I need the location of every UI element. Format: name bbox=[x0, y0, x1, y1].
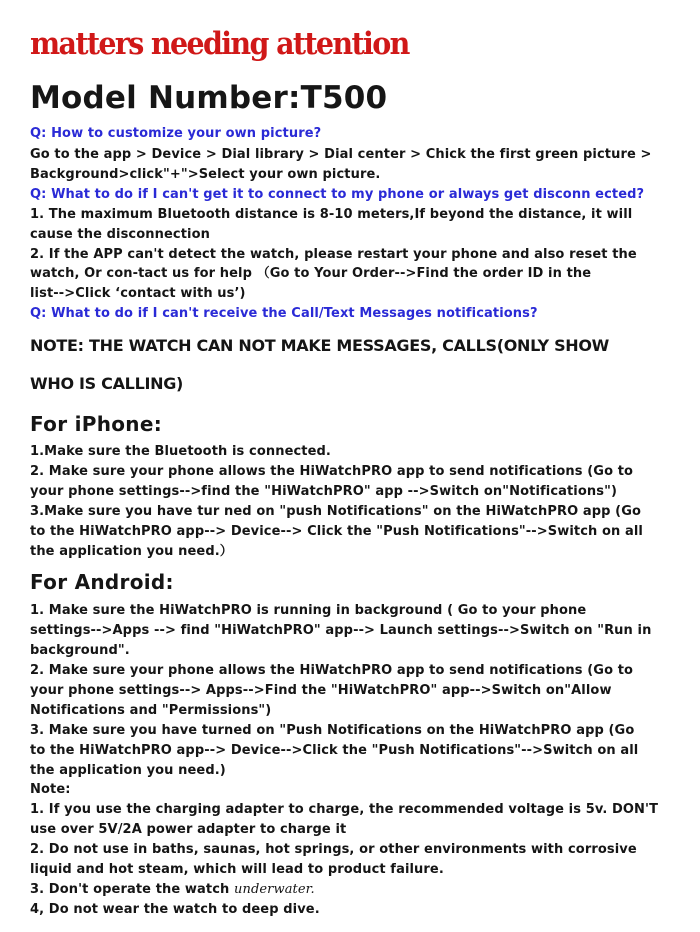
android-line: 2. Make sure your phone allows the HiWatchPRO app to send notifications (Go to bbox=[30, 663, 634, 678]
faq-question-1: Q: How to customize your own picture? bbox=[30, 126, 322, 141]
note-line-underwater bbox=[30, 880, 680, 900]
faq-answer-line: Go to the app > Device > Dial library > Dial center > Chick the first green picture > bbox=[30, 147, 652, 162]
note-line: 4, Do not wear the watch to deep dive. bbox=[30, 902, 320, 917]
iphone-line: the application you need.） bbox=[30, 544, 233, 559]
android-heading: For Android: bbox=[30, 570, 174, 594]
note-line: liquid and hot steam, which will lead to product failure. bbox=[30, 862, 444, 877]
faq-answer-line: 2. If the APP can't detect the watch, please restart your phone and also reset the bbox=[30, 247, 637, 262]
android-line: settings-->Apps --> find "HiWatchPRO" app--> Launch settings-->Switch on "Run in bbox=[30, 623, 652, 638]
note-line: 2. Do not use in baths, saunas, hot springs, or other environments with corrosive bbox=[30, 842, 637, 857]
faq-answer-line: list-->Click ‘contact with us’) bbox=[30, 286, 246, 301]
note-label: Note: bbox=[30, 782, 71, 797]
iphone-heading: For iPhone: bbox=[30, 412, 163, 436]
faq-question-2: Q: What to do if I can't get it to connect to my phone or always get disconn ected? bbox=[30, 187, 645, 202]
iphone-line: 2. Make sure your phone allows the HiWatchPRO app to send notifications (Go to bbox=[30, 464, 634, 479]
android-line: the application you need.) bbox=[30, 763, 226, 778]
iphone-line: 3.Make sure you have tur ned on "push Notifications" on the HiWatchPRO app (Go bbox=[30, 504, 641, 519]
note-item3-prefix: 3. Don't operate the watch bbox=[30, 882, 234, 897]
android-line: your phone settings--> Apps-->Find the "HiWatchPRO" app-->Switch on"Allow bbox=[30, 683, 612, 698]
iphone-line: 1.Make sure the Bluetooth is connected. bbox=[30, 444, 331, 459]
iphone-line: your phone settings-->find the "HiWatchPRO" app -->Switch on"Notifications") bbox=[30, 484, 618, 499]
note-banner-line: NOTE: THE WATCH CAN NOT MAKE MESSAGES, CALLS(ONLY SHOW bbox=[30, 336, 610, 355]
note-banner-line: WHO IS CALLING) bbox=[30, 374, 184, 393]
android-line: to the HiWatchPRO app--> Device-->Click the "Push Notifications"-->Switch on all bbox=[30, 743, 639, 758]
android-line: Notifications and "Permissions") bbox=[30, 703, 272, 718]
faq-answer-line: watch, Or con-tact us for help （Go to Your Order-->Find the order ID in the bbox=[30, 266, 592, 281]
attention-title: matters needing attention bbox=[30, 26, 409, 62]
note-line: 1. If you use the charging adapter to charge, the recommended voltage is 5v. DON'T bbox=[30, 802, 659, 817]
faq-question-3: Q: What to do if I can't receive the Call/Text Messages notifications? bbox=[30, 306, 538, 321]
faq-answer-line: Background>click"+">Select your own picture. bbox=[30, 167, 381, 182]
android-line: 1. Make sure the HiWatchPRO is running in background ( Go to your phone bbox=[30, 603, 587, 618]
note-item3-italic: underwater. bbox=[234, 882, 315, 897]
note-line: use over 5V/2A power adapter to charge it bbox=[30, 822, 347, 837]
android-line: background". bbox=[30, 643, 130, 658]
faq-answer-line: 1. The maximum Bluetooth distance is 8-10 meters,If beyond the distance, it will bbox=[30, 207, 633, 222]
iphone-line: to the HiWatchPRO app--> Device--> Click the "Push Notifications"-->Switch on all bbox=[30, 524, 643, 539]
faq-answer-line: cause the disconnection bbox=[30, 227, 210, 242]
model-number-title: Model Number:T500 bbox=[30, 80, 388, 116]
android-line: 3. Make sure you have turned on "Push Notifications on the HiWatchPRO app (Go bbox=[30, 723, 635, 738]
